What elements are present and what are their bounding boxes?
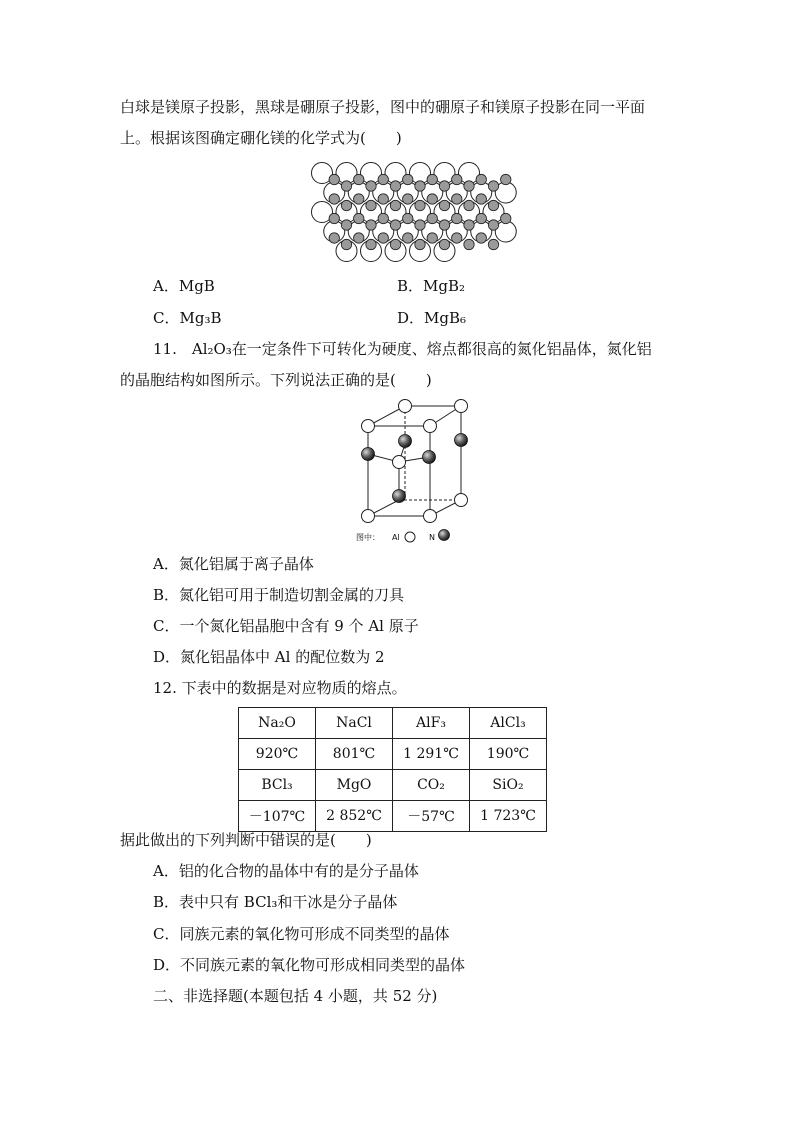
table-row: [239, 770, 547, 801]
table-cell: 1 723℃: [470, 801, 547, 832]
q12-option-a[interactable]: A．铝的化合物的晶体中有的是分子晶体: [153, 862, 419, 880]
b-atom: [415, 181, 425, 191]
b-atom: [390, 200, 400, 210]
b-atom: [427, 194, 437, 204]
b-atom: [476, 213, 486, 223]
table-cell: 190℃: [470, 739, 547, 770]
table-cell: 801℃: [316, 739, 393, 770]
b-atom: [378, 233, 388, 243]
b-atom: [464, 181, 474, 191]
melting-point-table: [238, 707, 547, 832]
table-cell: Na₂O: [239, 708, 316, 739]
q11-option-a[interactable]: A．氮化铝属于离子晶体: [153, 555, 314, 573]
b-atom: [488, 220, 498, 230]
table-row: [239, 801, 547, 832]
table-row: [239, 708, 547, 739]
b-atom: [439, 239, 449, 249]
q10-option-a[interactable]: A．MgB: [153, 277, 215, 295]
q11-option-b[interactable]: B．氮化铝可用于制造切割金属的刀具: [153, 586, 405, 604]
b-atom: [403, 233, 413, 243]
b-atom: [341, 181, 351, 191]
table-cell: SiO₂: [470, 770, 547, 801]
b-atom: [366, 239, 376, 249]
b-atom: [464, 200, 474, 210]
b-atom: [390, 220, 400, 230]
b-atom: [464, 220, 474, 230]
b-atom: [403, 194, 413, 204]
table-cell: BCl₃: [239, 770, 316, 801]
b-atom: [354, 213, 364, 223]
b-atom: [378, 174, 388, 184]
q11-option-d[interactable]: D．氮化铝晶体中 Al 的配位数为 2: [153, 648, 385, 666]
table-cell: MgO: [316, 770, 393, 801]
b-atom: [378, 213, 388, 223]
b-atom: [415, 200, 425, 210]
b-atom: [390, 239, 400, 249]
b-atom: [415, 239, 425, 249]
table-row: [239, 739, 547, 770]
b-atom: [452, 233, 462, 243]
q12-option-b[interactable]: B．表中只有 BCl₃和干冰是分子晶体: [153, 893, 398, 911]
table-cell: －57℃: [393, 801, 470, 832]
b-atom: [488, 200, 498, 210]
b-atom: [476, 174, 486, 184]
b-atom: [329, 174, 339, 184]
b-atom: [366, 181, 376, 191]
b-atom: [341, 220, 351, 230]
b-atom: [501, 213, 511, 223]
b-atom: [427, 174, 437, 184]
b-atom: [501, 174, 511, 184]
table-cell: 2 852℃: [316, 801, 393, 832]
table-cell: －107℃: [239, 801, 316, 832]
table-cell: CO₂: [393, 770, 470, 801]
b-atom: [476, 194, 486, 204]
b-atom: [439, 200, 449, 210]
q10-option-b[interactable]: B．MgB₂: [397, 277, 466, 295]
section-2-title: 二、非选择题(本题包括 4 小题，共 52 分): [153, 987, 438, 1005]
table-cell: AlCl₃: [470, 708, 547, 739]
b-atom: [427, 233, 437, 243]
intro-line-1: 白球是镁原子投影，黑球是硼原子投影，图中的硼原子和镁原子投影在同一平面: [120, 98, 646, 116]
b-atom: [439, 181, 449, 191]
aluminum-nitride-unit-cell-figure: [352, 396, 478, 544]
b-atom: [403, 213, 413, 223]
unit-cell-legend-label: 图中：: [356, 533, 380, 542]
b-atom: [341, 200, 351, 210]
legend-n-circle: [439, 530, 450, 541]
b-atom: [366, 200, 376, 210]
b-atom: [403, 174, 413, 184]
q12-option-d[interactable]: D．不同族元素的氧化物可形成相同类型的晶体: [153, 956, 466, 974]
legend-al-circle: [405, 532, 415, 542]
b-atom: [452, 194, 462, 204]
b-atom: [439, 220, 449, 230]
q11-stem-line-1: 11. Al₂O₃在一定条件下可转化为硬度、熔点都很高的氮化铝晶体，氮化铝: [153, 340, 652, 358]
q12-option-c[interactable]: C．同族元素的氧化物可形成不同类型的晶体: [153, 925, 450, 943]
q11-option-c[interactable]: C．一个氮化铝晶胞中含有 9 个 Al 原子: [153, 617, 419, 635]
b-atom: [452, 213, 462, 223]
legend-n-label: N: [429, 533, 435, 542]
b-atom: [390, 181, 400, 191]
q11-stem-line-2: 的晶胞结构如图所示。下列说法正确的是( ): [120, 371, 432, 389]
b-atom: [329, 194, 339, 204]
b-atom: [341, 239, 351, 249]
q12-stem: 12. 下表中的数据是对应物质的熔点。: [153, 679, 407, 697]
b-atom: [488, 239, 498, 249]
q10-option-c[interactable]: C．Mg₃B: [153, 309, 222, 327]
table-cell: 1 291℃: [393, 739, 470, 770]
q12-question: 据此做出的下列判断中错误的是( ): [120, 831, 372, 849]
b-atom: [329, 213, 339, 223]
b-atom: [452, 174, 462, 184]
b-atom: [464, 239, 474, 249]
table-cell: 920℃: [239, 739, 316, 770]
b-atom: [354, 174, 364, 184]
table-cell: AlF₃: [393, 708, 470, 739]
table-cell: NaCl: [316, 708, 393, 739]
b-atom: [476, 233, 486, 243]
intro-line-2: 上。根据该图确定硼化镁的化学式为( ): [120, 129, 402, 147]
b-atom: [488, 181, 498, 191]
b-atom: [427, 213, 437, 223]
b-atom: [354, 194, 364, 204]
legend-al-label: Al: [392, 533, 400, 542]
b-atom: [354, 233, 364, 243]
b-atom: [378, 194, 388, 204]
b-atom: [329, 233, 339, 243]
b-atom: [415, 220, 425, 230]
b-atom: [366, 220, 376, 230]
q10-option-d[interactable]: D．MgB₆: [397, 309, 467, 327]
magnesium-boride-projection-figure: [308, 160, 520, 264]
